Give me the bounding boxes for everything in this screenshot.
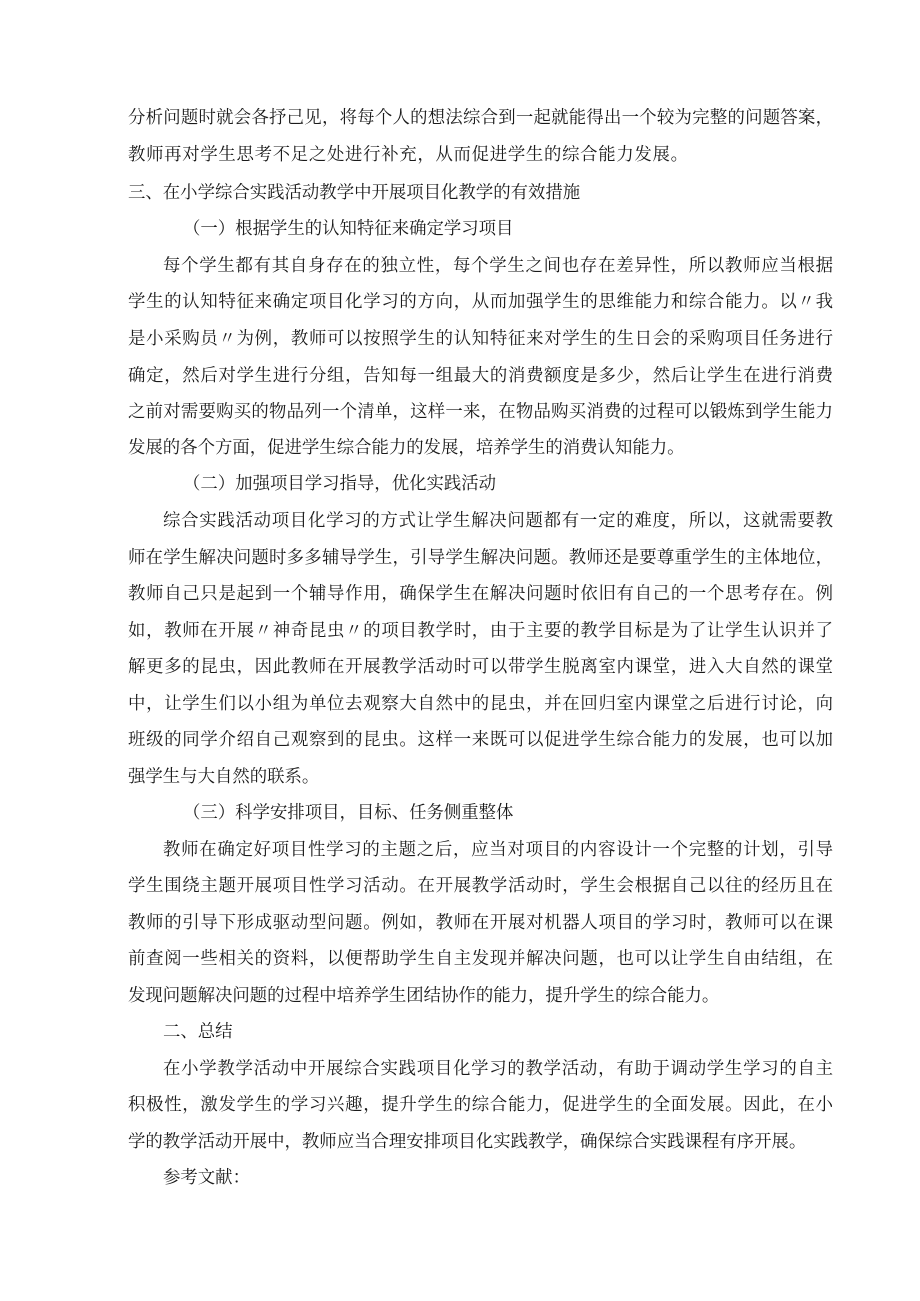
subsection-heading: （一）根据学生的认知特征来确定学习项目 bbox=[183, 219, 514, 239]
text-line: 每个学生都有其自身存在的独立性，每个学生之间也存在差异性，所以教师应当根据 bbox=[163, 256, 833, 276]
text-line: 之前对需要购买的物品列一个清单，这样一来，在物品购买消费的过程可以锻炼到学生能力 bbox=[128, 402, 833, 422]
text-line: 解更多的昆虫，因此教师在开展教学活动时可以带学生脱离室内课堂，进入大自然的课堂 bbox=[128, 657, 833, 677]
text-line: 学生的认知特征来确定项目化学习的方向，从而加强学生的思维能力和综合能力。以〃我 bbox=[128, 292, 833, 312]
text-line: 综合实践活动项目化学习的方式让学生解决问题都有一定的难度，所以，这就需要教 bbox=[163, 511, 833, 531]
text-line: 中，让学生们以小组为单位去观察大自然中的昆虫，并在回归室内课堂之后进行讨论，向 bbox=[128, 694, 833, 714]
text-line: 在小学教学活动中开展综合实践项目化学习的教学活动，有助于调动学生学习的自主 bbox=[163, 1059, 833, 1079]
text-line: 如，教师在开展〃神奇昆虫〃的项目教学时，由于主要的教学目标是为了让学生认识并了 bbox=[128, 621, 833, 641]
text-line: 积极性，激发学生的学习兴趣，提升学生的综合能力，促进学生的全面发展。因此，在小 bbox=[128, 1095, 833, 1115]
text-line: 班级的同学介绍自己观察到的昆虫。这样一来既可以促进学生综合能力的发展，也可以加 bbox=[128, 730, 833, 750]
text-line: 确定，然后对学生进行分组，告知每一组最大的消费额度是多少，然后让学生在进行消费 bbox=[128, 366, 833, 386]
text-line: 发展的各个方面，促进学生综合能力的发展，培养学生的消费认知能力。 bbox=[128, 438, 685, 458]
text-line: 强学生与大自然的联系。 bbox=[128, 767, 320, 787]
section-heading: 三、在小学综合实践活动教学中开展项目化教学的有效措施 bbox=[128, 183, 581, 203]
text-line: 分析问题时就会各抒己见，将每个人的想法综合到一起就能得出一个较为完整的问题答案， bbox=[128, 108, 833, 128]
text-line: 发现问题解决问题的过程中培养学生团结协作的能力，提升学生的综合能力。 bbox=[128, 986, 720, 1006]
text-line: 师在学生解决问题时多多辅导学生，引导学生解决问题。教师还是要尊重学生的主体地位， bbox=[128, 548, 833, 568]
text-line: 学生围绕主题开展项目性学习活动。在开展教学活动时，学生会根据自己以往的经历且在 bbox=[128, 876, 833, 896]
text-line: 教师再对学生思考不足之处进行补充，从而促进学生的综合能力发展。 bbox=[128, 145, 688, 165]
text-line: 教师自己只是起到一个辅导作用，确保学生在解决问题时依旧有自己的一个思考存在。例 bbox=[128, 584, 833, 604]
text-line: 是小采购员〃为例，教师可以按照学生的认知特征来对学生的生日会的采购项目任务进行 bbox=[128, 329, 833, 349]
references-heading: 参考文献： bbox=[163, 1168, 250, 1188]
subsection-heading: （二）加强项目学习指导，优化实践活动 bbox=[183, 474, 497, 494]
section-heading: 二、总结 bbox=[163, 1022, 233, 1042]
text-line: 教师在确定好项目性学习的主题之后，应当对项目的内容设计一个完整的计划，引导 bbox=[163, 840, 833, 860]
text-line: 前查阅一些相关的资料，以便帮助学生自主发现并解决问题，也可以让学生自由结组，在 bbox=[128, 949, 833, 969]
text-line: 教师的引导下形成驱动型问题。例如，教师在开展对机器人项目的学习时，教师可以在课 bbox=[128, 913, 833, 933]
subsection-heading: （三）科学安排项目，目标、任务侧重整体 bbox=[183, 803, 514, 823]
text-line: 学的教学活动开展中，教师应当合理安排项目化实践教学，确保综合实践课程有序开展。 bbox=[128, 1132, 807, 1152]
